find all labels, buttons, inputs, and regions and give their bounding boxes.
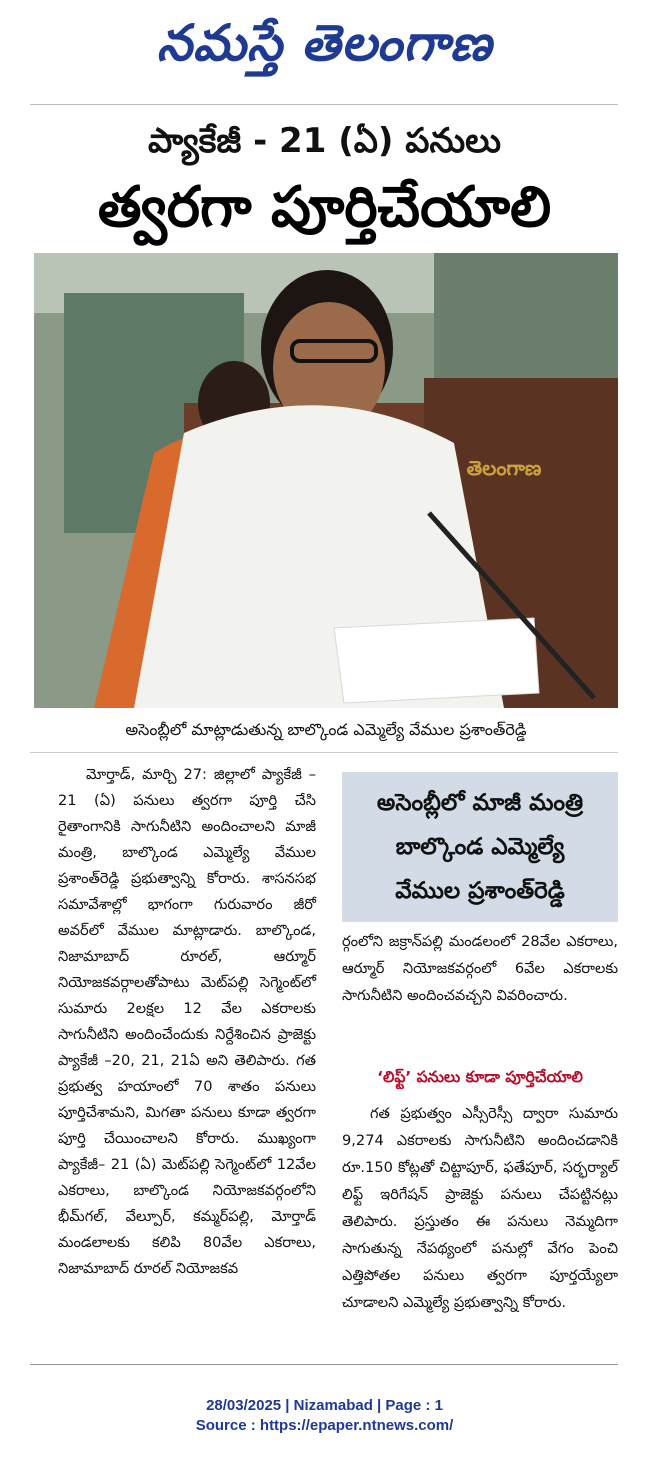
article-paragraph: గత ప్రభుత్వం ఎస్సీరెస్సీ ద్వారా సుమారు 9,274 ఎకరాలకు సాగునీటిని అందించడానికి రూ.150 కోట్లతో చిట్టాపూర్, ఫతేపూర్, సర్భర్యాల్ లిఫ్ట్ ఇరిగేషన్ ప్రాజెక్టు పనులు చేపట్టినట్లు తెలిపారు. ప్రస్తుతం ఈ పనులు నెమ్మదిగా సాగుతున్న నేపథ్యంలో పనుల్లో వేగం పెంచి ఎత్తిపోతల పనులు త్వరగా పూర్తయ్యేలా చూడాలని ఎమ్మెల్యే ప్రభుత్వాన్ని కోరారు. — [342, 1105, 618, 1311]
article-body-right-column-bottom — [342, 1100, 618, 1316]
footer-source-line: Source : https://epaper.ntnews.com/ — [195, 1417, 454, 1434]
article-kicker: ప్యాకేజీ - 21 (ఏ) పనులు — [148, 121, 501, 161]
article-paragraph: మోర్తాడ్, మార్చి 27: జిల్లాలో ప్యాకేజీ –21 (ఏ) పనులు త్వరగా పూర్తి చేసి రైతాంగానికి సాగునీటిని అందించాలని మాజీ మంత్రి, బాల్కొండ ఎమ్మెల్యే వేముల ప్రశాంత్‌రెడ్డి ప్రభుత్వాన్ని కోరారు. శాసనసభ సమావేశాల్లో భాగంగా గురువారం జీరో అవర్‌లో వేముల మాట్లాడారు. బాల్కొండ, నిజామాబాద్ రూరల్, ఆర్మూర్ నియోజకవర్గాలతోపాటు మెట్‌పల్లి సెగ్మెంట్‌లో సుమారు 2లక్షల 12 వేల ఎకరాలకు సాగునీటిని అందించేందుకు నిర్దేశించిన ప్రాజెక్టు ప్యాకేజీ –20, 21, 21ఏ అని తెలిపారు. గత ప్రభుత్వ హయాంలో 70 శాతం పనులు పూర్తిచేశామని, మిగతా పనులు కూడా త్వరగా పూర్తి చేయించాలని కోరారు. ముఖ్యంగా ప్యాకేజీ– 21 (ఏ) మెట్‌పల్లి సెగ్మెంట్‌లో 12వేల ఎకరాలు, బాల్కొండ నియోజకవర్గంలోని భీమ్‌గల్, వేల్పూర్, కమ్మర్‌పల్లి, మోర్తాడ్ మండలాలకు కలిపి 80వేల ఎకరాలు, నిజామాబాద్ రూరల్ నియోజకవ — [58, 766, 316, 1277]
article-paragraph: ర్గంలోని జక్రాన్‌పల్లి మండలంలో 28వేల ఎకరాలు, ఆర్మూర్ నియోజకవర్గంలో 6వేల ఎకరాలకు సాగునీటిని అందించవచ్చని వివరించారు. — [342, 933, 618, 1004]
article-headline: త్వరగా పూర్తిచేయాలి — [97, 175, 552, 240]
pullquote-box — [342, 772, 618, 922]
article-subhead: ‘లిఫ్ట్’ పనులు కూడా పూర్తిచేయాలి — [377, 1068, 583, 1086]
footer-edition-line: 28/03/2025 | Nizamabad | Page : 1 — [206, 1397, 443, 1414]
pullquote-line: బాల్కొండ ఎమ్మెల్యే — [395, 834, 565, 860]
podium-emblem-text: తెలంగాణ — [466, 456, 542, 480]
article-body-left-column — [58, 762, 316, 1282]
masthead-divider — [30, 104, 618, 105]
photo-caption: అసెంబ్లీలో మాట్లాడుతున్న బాల్కొండ ఎమ్మెల్యే వేముల ప్రశాంత్‌రెడ్డి — [125, 720, 527, 739]
pullquote-line: అసెంబ్లీలో మాజీ మంత్రి — [376, 790, 584, 816]
masthead-title: నమస్తే తెలంగాణ — [156, 13, 493, 72]
article-photo — [34, 253, 618, 708]
article-body-right-column-top — [342, 928, 618, 1009]
caption-divider — [30, 752, 618, 753]
pullquote-line: వేముల ప్రశాంత్‌రెడ్డి — [395, 878, 565, 904]
assembly-photo-illustration — [34, 253, 618, 708]
footer-divider — [30, 1364, 618, 1365]
